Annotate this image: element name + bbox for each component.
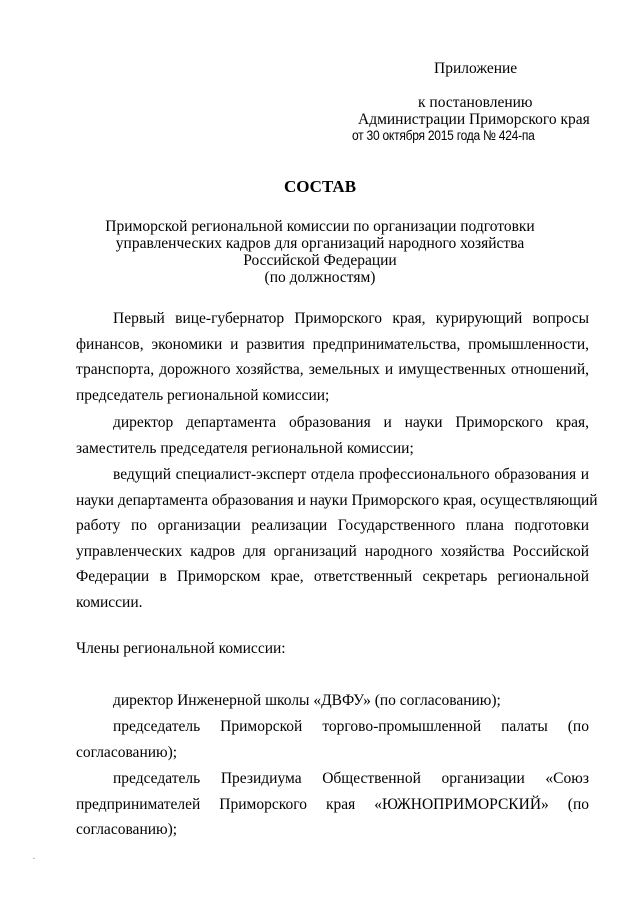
scan-artifact: [33, 858, 35, 859]
appendix-date-number: от 30 октября 2015 года № 424-па: [352, 127, 535, 143]
paragraph-line: директор департамента образования и науки Приморского края,: [113, 414, 589, 431]
word: (по: [567, 795, 589, 813]
member-line: [76, 714, 589, 740]
member-item: [76, 714, 589, 765]
chairman-paragraph: [76, 306, 589, 408]
word: Приморской: [220, 718, 303, 735]
paragraph-line: науки департамента образования и науки Приморского края, осуществляющий: [76, 491, 598, 509]
paragraph-line: работу по организации реализации Государственного плана подготовки: [76, 517, 589, 534]
appendix-authority: Администрации Приморского края: [358, 111, 590, 128]
member-line: [76, 766, 589, 792]
subtitle-line: Российской Федерации: [243, 252, 397, 269]
member-item: [76, 766, 589, 843]
paragraph-line: ведущий специалист-эксперт отдела профессионального образования и: [113, 466, 589, 483]
word: палаты: [501, 718, 548, 735]
member-item: [76, 688, 589, 714]
paragraph-line: финансов, экономики и развития предпринимательства, промышленности,: [76, 335, 589, 353]
word: Президиума: [220, 770, 302, 787]
paragraph-line: Первый вице-губернатор Приморского края, курирующий вопросы: [113, 310, 589, 327]
member-line: [76, 792, 589, 818]
paragraph-line: председатель региональной комиссии;: [76, 386, 330, 404]
word: организации: [441, 770, 525, 787]
word: предпринимателей: [76, 795, 201, 813]
appendix-title: Приложение: [434, 60, 518, 77]
deputy-chairman-paragraph: [76, 410, 589, 461]
word: «ЮЖНОПРИМОРСКИЙ»: [374, 795, 549, 813]
secretary-paragraph: [76, 462, 598, 615]
paragraph-line: заместитель председателя региональной комиссии;: [76, 439, 414, 457]
appendix-reference: к постановлению: [418, 94, 533, 111]
document-subtitle: [60, 218, 580, 286]
member-text: директор Инженерной школы «ДВФУ» (по согласованию);: [113, 692, 501, 709]
paragraph-line: транспорта, дорожного хозяйства, земельных и имущественных отношений,: [76, 361, 589, 378]
paragraph-line: комиссии.: [76, 593, 143, 611]
word: председатель: [113, 718, 201, 735]
document-title: СОСТАВ: [283, 177, 357, 196]
subtitle-line: управленческих кадров для организаций народного хозяйства: [115, 235, 525, 252]
paragraph-line: Федерации в Приморском крае, ответственный секретарь региональной: [76, 568, 589, 585]
subtitle-line: (по должностям): [264, 269, 376, 286]
word: торгово-промышленной: [322, 718, 482, 735]
word: Приморского: [219, 795, 307, 813]
members-heading: Члены региональной комиссии:: [76, 640, 286, 657]
word: (по: [567, 718, 589, 735]
member-line: согласованию);: [76, 821, 178, 838]
word: председатель: [113, 770, 201, 787]
paragraph-line: управленческих кадров для организаций народного хозяйства Российской: [76, 542, 589, 560]
subtitle-line: Приморской региональной комиссии по организации подготовки: [105, 218, 535, 235]
word: Общественной: [322, 770, 421, 787]
member-line: согласованию);: [76, 743, 178, 761]
word: «Союз: [545, 770, 589, 787]
word: края: [325, 795, 356, 813]
